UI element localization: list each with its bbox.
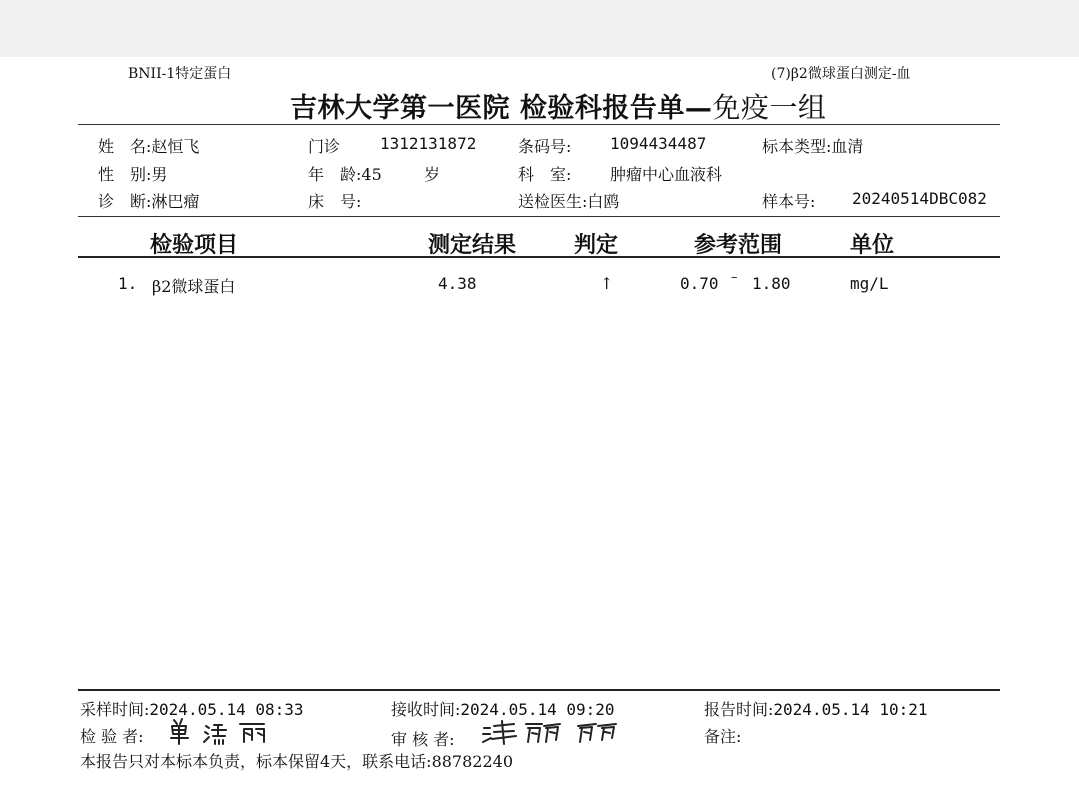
age-unit: 岁 bbox=[424, 165, 441, 184]
sex-field bbox=[98, 162, 167, 185]
row-unit: mg/L bbox=[850, 274, 889, 293]
dept-label: 科 室: bbox=[518, 165, 572, 184]
clinic-label: 门诊 bbox=[308, 137, 341, 156]
bed-field bbox=[308, 189, 361, 212]
tester-signature bbox=[168, 716, 273, 746]
collect-time-value: 2024.05.14 08:33 bbox=[149, 700, 304, 719]
report-title-main: 吉林大学第一医院 检验科报告单— bbox=[290, 93, 713, 124]
bed-label: 床 号: bbox=[308, 192, 362, 211]
doctor-value: 白鸥 bbox=[587, 192, 620, 211]
specimen-type-label: 标本类型: bbox=[762, 137, 832, 156]
footer-rule bbox=[78, 689, 1000, 691]
collect-time-label: 采样时间: bbox=[80, 700, 150, 719]
doctor-label: 送检医生: bbox=[518, 192, 588, 211]
col-header-flag: 判定 bbox=[574, 233, 619, 258]
age-field bbox=[308, 162, 382, 185]
row-range-high: 1.80 bbox=[752, 274, 791, 293]
receive-time-label: 接收时间: bbox=[391, 700, 461, 719]
table-header-rule bbox=[78, 256, 1000, 258]
specimen-type-value: 血清 bbox=[831, 137, 864, 156]
barcode-value: 1094434487 bbox=[610, 134, 707, 153]
sex-value: 男 bbox=[151, 165, 168, 184]
age-value: 45 bbox=[361, 165, 382, 184]
row-item: β2微球蛋白 bbox=[152, 277, 236, 296]
name-field bbox=[98, 134, 199, 157]
receive-time-field bbox=[391, 697, 615, 720]
test-name-label: (7)β2微球蛋白测定-血 bbox=[771, 66, 911, 82]
row-range-separator: – bbox=[731, 270, 738, 285]
remark-field bbox=[704, 724, 741, 747]
tester-label: 检 验 者: bbox=[80, 727, 144, 746]
report-time-value: 2024.05.14 10:21 bbox=[773, 700, 928, 719]
diagnosis-value: 淋巴瘤 bbox=[151, 192, 200, 211]
reviewer-label: 审 核 者: bbox=[391, 730, 455, 749]
report-title bbox=[290, 86, 826, 126]
retention-note: 本报告只对本标本负责，标本保留4天，联系电话:88782240 bbox=[80, 752, 514, 771]
barcode-label: 条码号: bbox=[518, 137, 572, 156]
remark-label: 备注: bbox=[704, 727, 742, 746]
dept-value: 肿瘤中心血液科 bbox=[610, 165, 723, 184]
sample-no-label: 样本号: bbox=[762, 192, 816, 211]
row-result: 4.38 bbox=[438, 274, 477, 293]
report-time-label: 报告时间: bbox=[704, 700, 774, 719]
sex-label: 性 别: bbox=[98, 165, 152, 184]
col-header-range: 参考范围 bbox=[694, 233, 783, 258]
info-rule bbox=[78, 216, 1000, 217]
row-flag-up-arrow-icon: ↑ bbox=[600, 274, 614, 293]
diagnosis-field bbox=[98, 189, 199, 212]
row-range-low: 0.70 bbox=[680, 274, 719, 293]
sample-no-value: 20240514DBC082 bbox=[852, 189, 987, 208]
report-title-sub: 免疫一组 bbox=[712, 91, 827, 124]
reviewer-signature bbox=[480, 718, 630, 748]
row-index: 1. bbox=[118, 274, 138, 293]
header-rule bbox=[78, 124, 1000, 125]
clinic-number: 1312131872 bbox=[380, 134, 477, 153]
table-row bbox=[0, 270, 1079, 296]
doctor-field bbox=[518, 189, 619, 212]
diagnosis-label: 诊 断: bbox=[98, 192, 152, 211]
top-toolbar-strip bbox=[0, 0, 1079, 57]
col-header-unit: 单位 bbox=[850, 233, 895, 258]
report-time-field bbox=[704, 697, 928, 720]
name-value: 赵恒飞 bbox=[151, 137, 200, 156]
col-header-item: 检验项目 bbox=[150, 233, 239, 258]
name-label: 姓 名: bbox=[98, 137, 152, 156]
instrument-label: BNII-1特定蛋白 bbox=[128, 66, 232, 82]
age-label: 年 龄: bbox=[308, 165, 362, 184]
receive-time-value: 2024.05.14 09:20 bbox=[460, 700, 615, 719]
col-header-result: 测定结果 bbox=[428, 233, 517, 258]
specimen-type-field bbox=[762, 134, 863, 157]
